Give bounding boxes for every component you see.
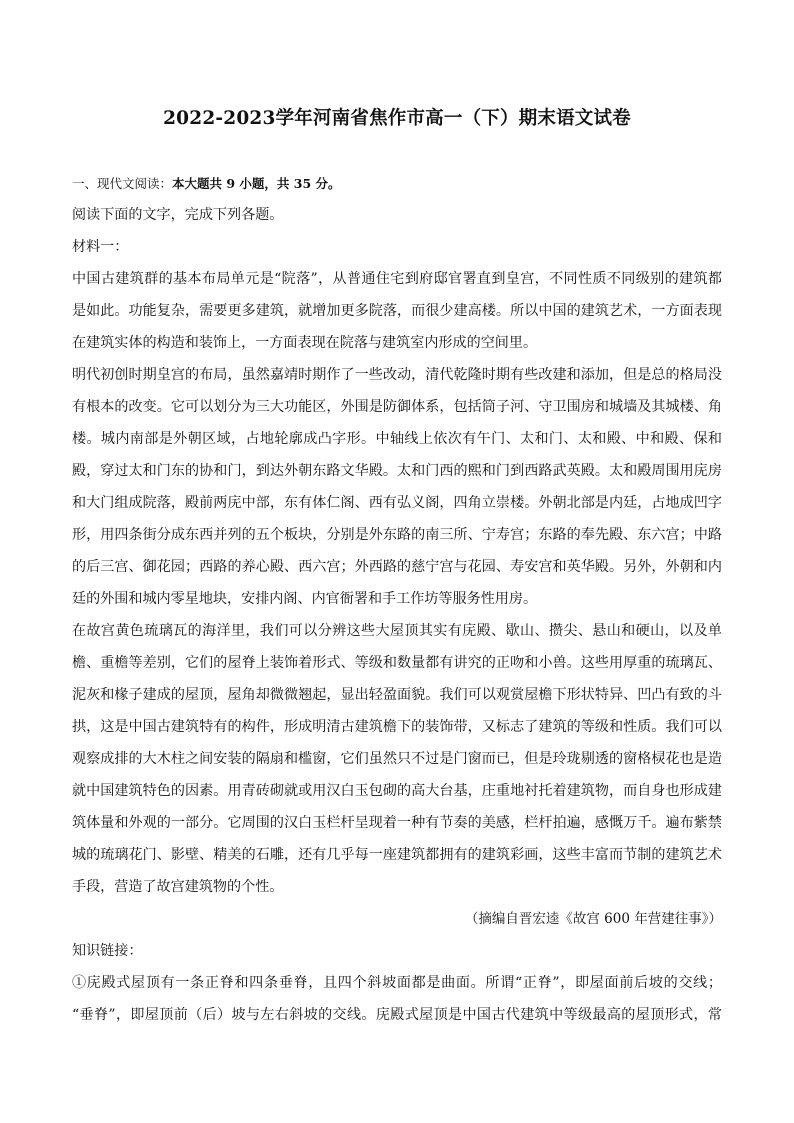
source-citation: （摘编自晋宏逵《故宫 600 年营建往事》） xyxy=(464,911,722,927)
section-heading xyxy=(72,171,341,197)
paragraph3-line: 拱，这是中国古建筑特有的构件，形成明清古建筑檐下的装饰带，又标志了建筑的等级和性质。我们可以 xyxy=(72,719,722,735)
paragraph3-line: 观察成排的大木柱之间安装的隔扇和槛窗，它们虽然只不过是门窗而已，但是玲珑剔透的窗格棂花也是造 xyxy=(72,751,722,767)
paragraph3-line: 泥灰和椽子建成的屋顶，屋角却微微翘起，显出轻盈面貌。我们可以观赏屋檐下形状特异、凹凸有致的斗 xyxy=(72,687,722,703)
paragraph2-line: 楼。城内南部是外朝区域，占地轮廓成凸字形。中轴线上依次有午门、太和门、太和殿、中和殿、保和 xyxy=(72,431,722,447)
paragraph2-line: 的后三宫、御花园；西路的养心殿、西六宫；外西路的慈宁宫与花园、寿安宫和英华殿。另外，外朝和内 xyxy=(72,559,722,575)
paragraph3-line: 手段，营造了故宫建筑物的个性。 xyxy=(72,879,284,895)
paragraph3-line: 就中国建筑特色的因素。用青砖砌就或用汉白玉包砌的高大台基，庄重地衬托着建筑物，而自身也形成建 xyxy=(72,783,722,799)
instruction-text: 阅读下面的文字，完成下列各题。 xyxy=(72,207,284,223)
knowledge-line: “垂脊”，即屋顶前（后）坡与左右斜坡的交线。庑殿式屋顶是中国古代建筑中等级最高的屋顶形式，常 xyxy=(72,1007,722,1023)
paragraph2-line: 有根本的改变。它可以划分为三大功能区，外围是防御体系，包括筒子河、守卫围房和城墙及其城楼、角 xyxy=(72,399,722,415)
section-heading-bold: 本大题共 9 小题，共 35 分。 xyxy=(172,176,341,191)
paragraph2-line: 廷的外围和城内零星地块，安排内阁、内官衙署和手工作坊等服务性用房。 xyxy=(72,591,538,607)
paragraph3-line: 筑体量和外观的一部分。它周围的汉白玉栏杆呈现着一种有节奏的美感，栏杆拍遍，感慨万千。遍布紫禁 xyxy=(72,815,722,831)
material-label: 材料一： xyxy=(72,239,129,255)
section-heading-prefix: 一、现代文阅读： xyxy=(72,176,173,191)
paragraph2-line: 形，用四条街分成东西并列的五个板块，分别是外东路的南三所、宁寿宫；东路的奉先殿、东六宫；中路 xyxy=(72,527,722,543)
paragraph2-line: 殿，穿过太和门东的协和门，到达外朝东路文华殿。太和门西的熙和门到西路武英殿。太和殿周围用庑房 xyxy=(72,463,722,479)
paragraph1-line: 中国古建筑群的基本布局单元是“院落”，从普通住宅到府邸官署直到皇宫，不同性质不同级别的建筑都 xyxy=(72,271,722,287)
paragraph2-line: 和大门组成院落，殿前两庑中部，东有体仁阁、西有弘义阁，四角立崇楼。外朝北部是内廷，占地成凹字 xyxy=(72,495,722,511)
paragraph3-line: 在故宫黄色琉璃瓦的海洋里，我们可以分辨这些大屋顶其实有庑殿、歇山、攒尖、悬山和硬山，以及单 xyxy=(72,623,722,639)
paragraph1-line: 在建筑实体的构造和装饰上，一方面表现在院落与建筑室内形成的空间里。 xyxy=(72,335,538,351)
knowledge-line: ①庑殿式屋顶有一条正脊和四条垂脊，且四个斜坡面都是曲面。所谓“正脊”，即屋面前后坡的交线； xyxy=(72,975,722,991)
knowledge-label: 知识链接： xyxy=(72,943,143,959)
document-title: 2022-2023学年河南省焦作市高一（下）期末语文试卷 xyxy=(163,108,631,129)
paragraph1-line: 是如此。功能复杂，需要更多建筑，就增加更多院落，而很少建高楼。所以中国的建筑艺术，一方面表现 xyxy=(72,303,722,319)
paragraph2-line: 明代初创时期皇宫的布局，虽然嘉靖时期作了一些改动，清代乾隆时期有些改建和添加，但是总的格局没 xyxy=(72,367,722,383)
paragraph3-line: 城的琉璃花门、影壁、精美的石雕，还有几乎每一座建筑都拥有的建筑彩画，这些丰富而节制的建筑艺术 xyxy=(72,847,722,863)
paragraph3-line: 檐、重檐等差别，它们的屋脊上装饰着形式、等级和数量都有讲究的正吻和小兽。这些用厚重的琉璃瓦、 xyxy=(72,655,722,671)
